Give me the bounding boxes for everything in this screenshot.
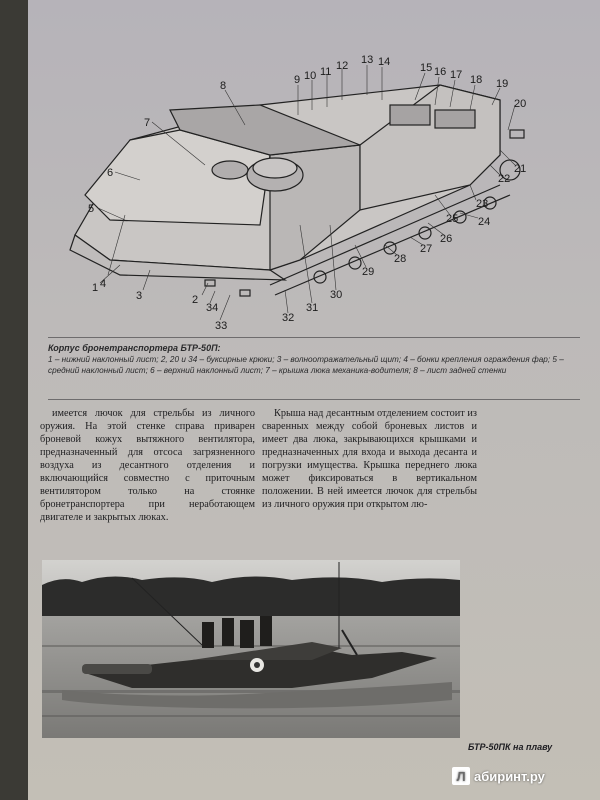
callout-32: 32 <box>282 312 295 324</box>
callout-28: 28 <box>394 253 407 265</box>
text-column-right <box>262 407 477 511</box>
callout-20: 20 <box>514 98 527 110</box>
right-paragraph: Крыша над десантным отделением состоит из сваренных между собой броневых листов и имеет два люка, закрывающихся крышками и предназначенных для входа и выхода десанта и погрузки имущества. Крышка переднего люка может фиксироваться в вертикальном положении. В ней имеется лючок для стрельбы из личного оружия при открытом лю- <box>262 408 477 510</box>
caption-text: 1 – нижний наклонный лист; 2, 20 и 34 – буксирные крюки; 3 – волноотражательный щит; 4 – бонки крепления ограждения фар; 5 – средний наклонный лист; 6 – верхний наклонный лист; 7 – крышка люка механика-водителя; 8 – лист задней стенки <box>48 355 564 375</box>
callout-8: 8 <box>220 80 227 92</box>
callout-11: 11 <box>320 66 332 78</box>
caption-top-rule <box>48 337 580 338</box>
labirint-logo-icon: Л <box>452 767 470 785</box>
callout-3: 3 <box>136 290 143 302</box>
diagram-caption <box>48 343 588 376</box>
caption-title: Корпус бронетранспортера БТР-50П: <box>48 343 221 353</box>
callout-19: 19 <box>496 78 509 90</box>
callout-6: 6 <box>107 167 114 179</box>
callout-30: 30 <box>330 289 343 301</box>
callout-17: 17 <box>450 69 463 81</box>
labirint-watermark <box>452 765 545 787</box>
callout-7: 7 <box>144 117 151 129</box>
callout-14: 14 <box>378 56 391 68</box>
left-paragraph: имеется лючок для стрельбы из личного оружия. На этой стенке справа приварен броневой кожух вытяжного вентилятора, предназначенный для отсоса загрязненного воздуха из десантного отделения и включающийся совместно с приточным вентилятором только на стоянке бронетранспортера при неработающем двигателе и закрытых люках. <box>40 408 255 523</box>
callout-10: 10 <box>304 70 317 82</box>
callout-25: 25 <box>446 213 459 225</box>
callout-2: 2 <box>192 294 199 306</box>
watermark-text: абиринт.ру <box>474 768 545 784</box>
callout-22: 22 <box>498 173 511 185</box>
callout-18: 18 <box>470 74 483 86</box>
caption-bottom-rule <box>48 399 580 400</box>
callout-23: 23 <box>476 198 489 210</box>
callout-1: 1 <box>92 282 99 294</box>
callout-29: 29 <box>362 266 375 278</box>
callout-5: 5 <box>88 203 95 215</box>
callout-33: 33 <box>215 320 228 332</box>
callout-15: 15 <box>420 62 433 74</box>
callout-31: 31 <box>306 302 319 314</box>
callout-12: 12 <box>336 60 349 72</box>
callout-34: 34 <box>206 302 219 314</box>
apc-photo-image <box>42 560 460 738</box>
callout-21: 21 <box>514 163 527 175</box>
apc-photo <box>42 560 460 738</box>
text-column-left <box>40 407 255 524</box>
hull-diagram <box>30 45 550 345</box>
callout-4: 4 <box>100 278 107 290</box>
callout-24: 24 <box>478 216 491 228</box>
hull-diagram-drawing <box>30 45 550 345</box>
callout-26: 26 <box>440 233 453 245</box>
callout-9: 9 <box>294 74 301 86</box>
callout-13: 13 <box>361 54 374 66</box>
callout-27: 27 <box>420 243 433 255</box>
callout-16: 16 <box>434 66 447 78</box>
photo-caption: БТР-50ПК на плаву <box>468 742 553 752</box>
